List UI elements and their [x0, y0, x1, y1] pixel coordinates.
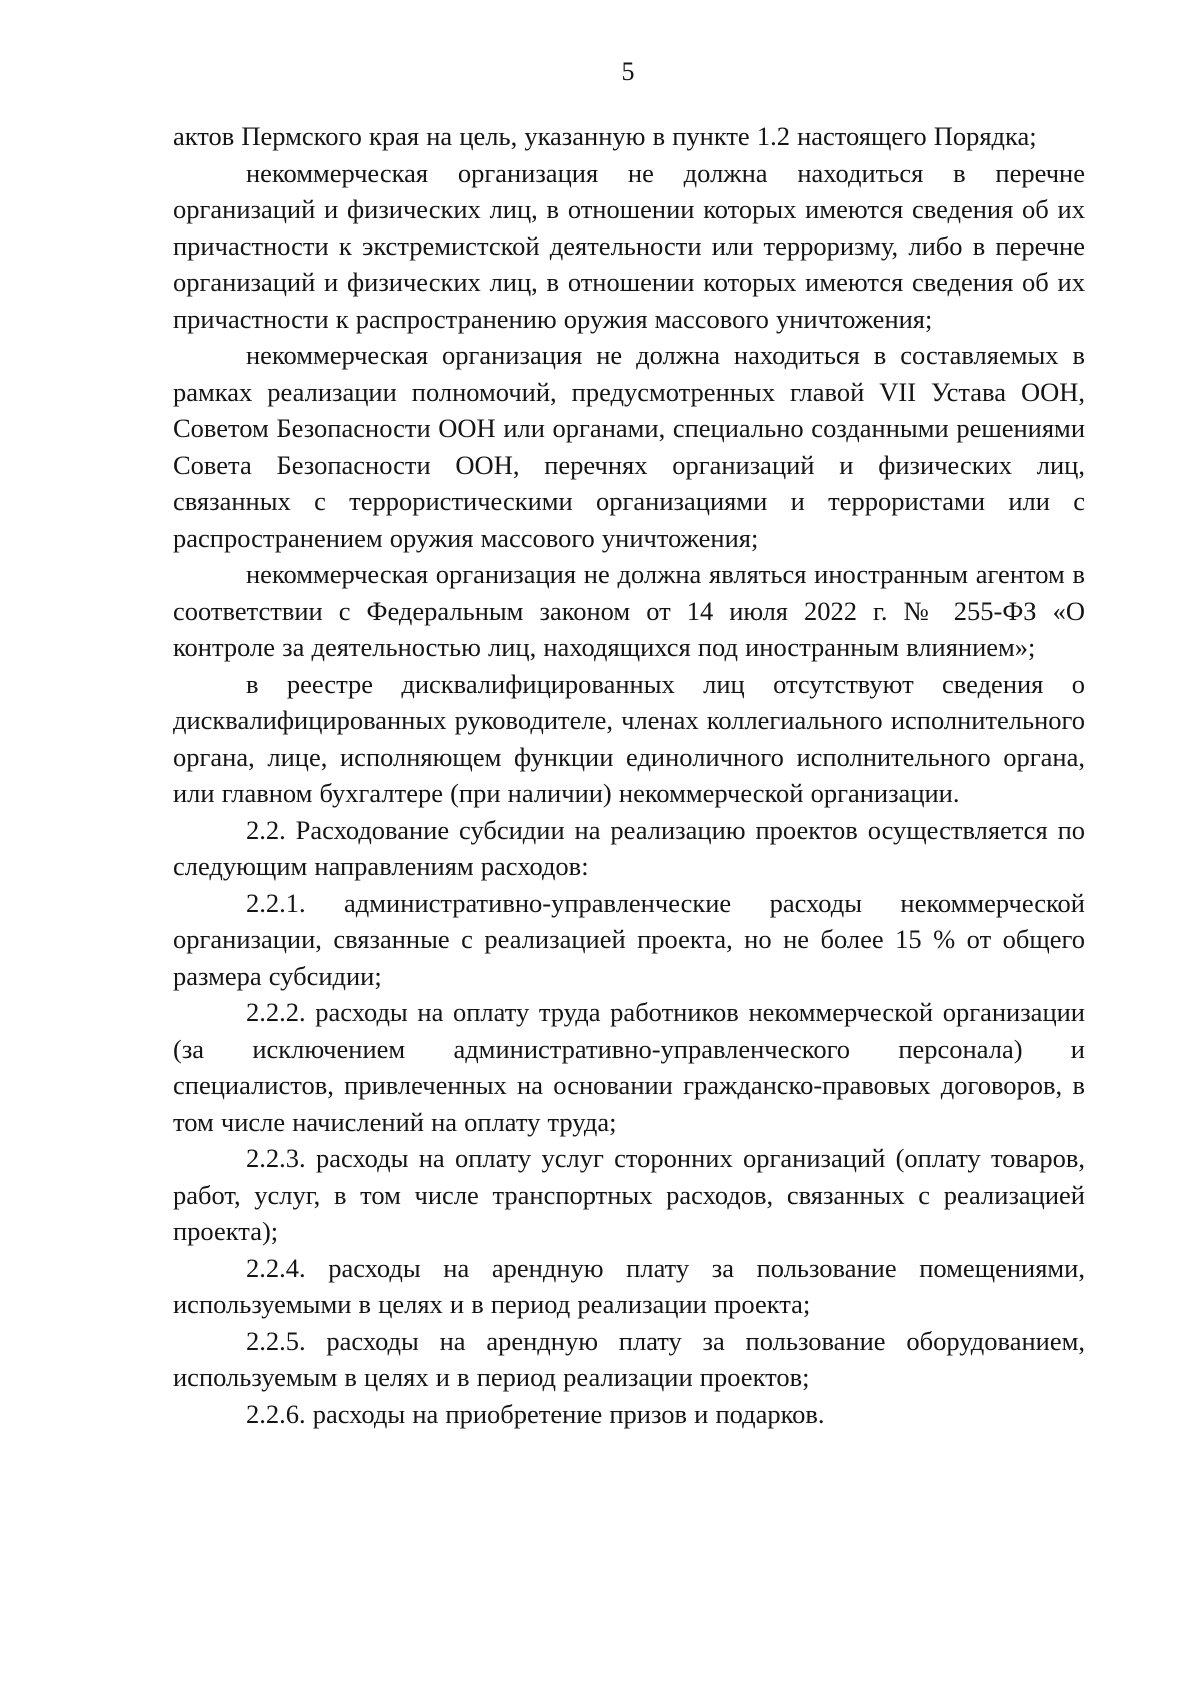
page-number: 5	[621, 57, 635, 86]
paragraph-disqualified-registry: в реестре дисквалифицированных лиц отсутствуют сведения о дисквалифицированных руководителе, членах коллегиального исполнительного органа, лице, исполняющем функции единоличного исполнительного органа, или главном бухгалтере (при наличии) некоммерческой организации.	[173, 668, 1085, 808]
paragraph-extremism-list: некоммерческая организация не должна находиться в перечне организаций и физических лиц, в отношении которых имеются сведения об их причастности к экстремистской деятельности или терроризму, либо в перечне организаций и физических лиц, в отношении которых имеются сведения об их причастности к распространению оружия массового уничтожения;	[173, 157, 1085, 334]
paragraph-2-2: 2.2. Расходование субсидии на реализацию проектов осуществляется по следующим направлениям расходов:	[173, 814, 1085, 881]
paragraph-continuation: актов Пермского края на цель, указанную в пункте 1.2 настоящего Порядка;	[173, 121, 1037, 151]
paragraph-un-list: некоммерческая организация не должна находиться в составляемых в рамках реализации полномочий, предусмотренных главой VII Устава ООН, Советом Безопасности ООН или органами, специально созданными решениями Совета Безопасности ООН, перечнях организаций и физических лиц, связанных с террористическими организациями и террористами или с распространением оружия массового уничтожения;	[173, 340, 1085, 553]
paragraph-2-2-5: 2.2.5. расходы на арендную плату за пользование оборудованием, используемым в целях и в период реализации проектов;	[173, 1325, 1085, 1392]
document-body	[173, 118, 1085, 1432]
paragraph-2-2-4: 2.2.4. расходы на арендную плату за пользование помещениями, используемыми в целях и в период реализации проекта;	[173, 1252, 1085, 1319]
paragraph-2-2-6: 2.2.6. расходы на приобретение призов и подарков.	[246, 1398, 825, 1429]
paragraph-2-2-2: 2.2.2. расходы на оплату труда работников некоммерческой организации (за исключением административно-управленческого персонала) и специалистов, привлеченных на основании гражданско-правовых договоров, в том числе начислений на оплату труда;	[173, 997, 1085, 1137]
paragraph-foreign-agent: некоммерческая организация не должна являться иностранным агентом в соответствии с Федеральным законом от 14 июля 2022 г. № 255-ФЗ «О контроле за деятельностью лиц, находящихся под иностранным влиянием»;	[173, 559, 1085, 662]
paragraph-2-2-1: 2.2.1. административно-управленческие расходы некоммерческой организации, связанные с реализацией проекта, но не более 15 % от общего размера субсидии;	[173, 887, 1085, 991]
paragraph-2-2-3: 2.2.3. расходы на оплату услуг сторонних организаций (оплату товаров, работ, услуг, в том числе транспортных расходов, связанных с реализацией проекта);	[173, 1143, 1085, 1246]
